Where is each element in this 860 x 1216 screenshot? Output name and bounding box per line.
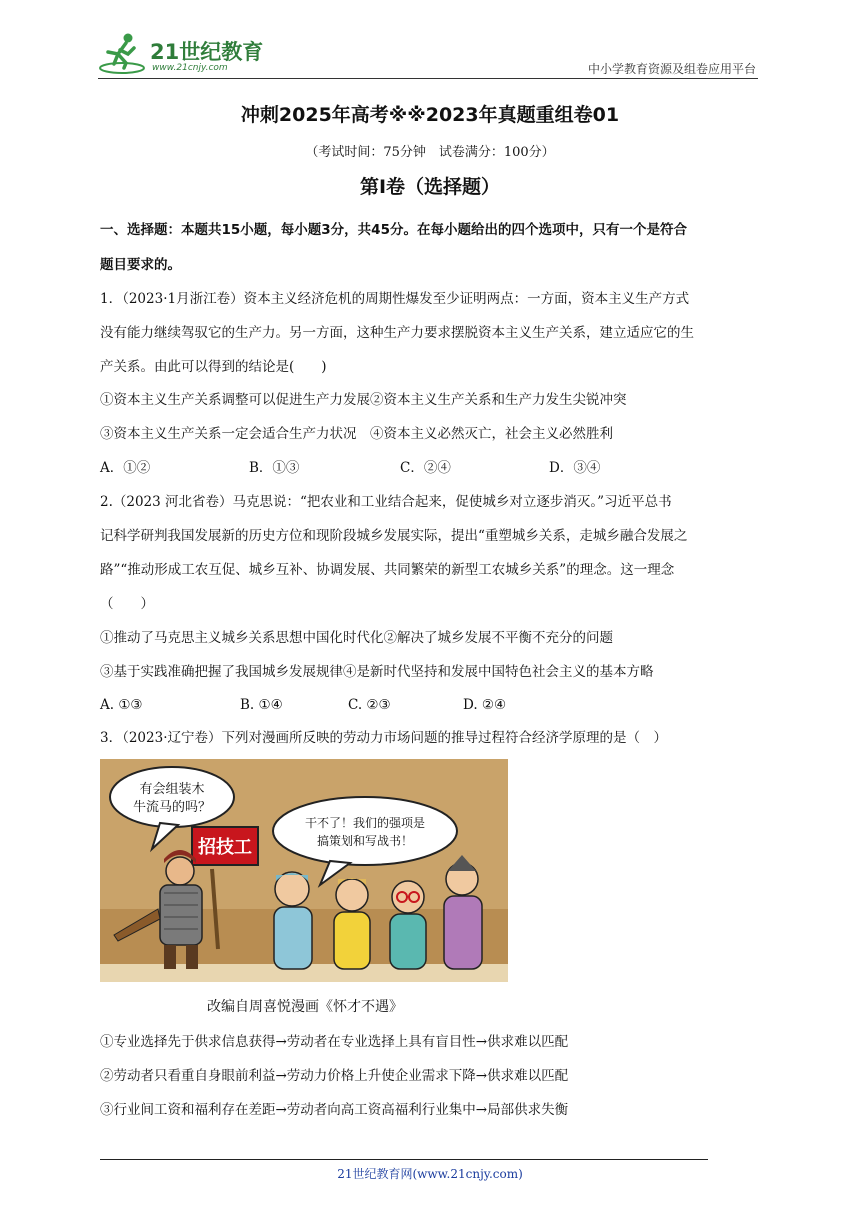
header-divider: [98, 78, 758, 79]
question-text: 记科学研判我国发展新的历史方位和现阶段城乡发展实际，提出“重塑城乡关系，走城乡融合发展之: [100, 528, 688, 544]
sign-text: 招技工: [198, 837, 252, 858]
statement: ①推动了马克思主义城乡关系思想中国化时代化②解决了城乡发展不平衡不充分的问题: [100, 630, 613, 646]
footer-link[interactable]: 21世纪教育网(www.21cnjy.com): [337, 1167, 523, 1181]
bubble-right-line: 干不了！我们的强项是: [304, 816, 426, 830]
bubble-right-line: 搞策划和写战书！: [316, 834, 414, 848]
option-a: A. ①③: [100, 697, 143, 713]
page-title: 冲刺2025年高考※※2023年真题重组卷01: [240, 104, 620, 126]
question-text: 没有能力继续驾驭它的生产力。另一方面，这种生产力要求摆脱资本主义生产关系，建立适应它的生: [100, 325, 694, 341]
section-title: 第I卷（选择题）: [359, 176, 501, 198]
question-text: 1．（2023·1月浙江卷）资本主义经济危机的周期性爆发至少证明两点：一方面，资本主义生产方式: [100, 291, 690, 307]
logo: [98, 30, 268, 78]
statement: ②劳动者只看重自身眼前利益→劳动力价格上升使企业需求下降→供求难以匹配: [100, 1068, 569, 1084]
option-b: B．①③: [249, 460, 300, 476]
question-text: 产关系。由此可以得到的结论是( ): [100, 359, 327, 375]
question-text: （ ）: [100, 596, 154, 612]
statement: ①专业选择先于供求信息获得→劳动者在专业选择上具有盲目性→供求难以匹配: [100, 1034, 569, 1050]
option-c: C. ②③: [348, 697, 391, 713]
cartoon-caption: 改编自周喜悦漫画《怀才不遇》: [207, 999, 403, 1015]
cartoon-illustration: [100, 759, 508, 982]
exam-info: （考试时间：75分钟 试卷满分：100分）: [305, 145, 555, 160]
question-text: 3．（2023·辽宁卷）下列对漫画所反映的劳动力市场问题的推导过程符合经济学原理的是（ ）: [100, 730, 667, 746]
option-d: D. ②④: [463, 697, 507, 713]
option-b: B. ①④: [240, 697, 283, 713]
question-text: 路”“推动形成工农互促、城乡互补、协调发展、共同繁荣的新型工农城乡关系”的理念。这一理念: [100, 562, 675, 578]
page-header: [98, 30, 758, 80]
bubble-left-line: 牛流马的吗？: [132, 800, 212, 815]
statement: ③基于实践准确把握了我国城乡发展规律④是新时代坚持和发展中国特色社会主义的基本方略: [100, 664, 654, 680]
instructions-line: 题目要求的。: [100, 257, 181, 273]
statement: ①资本主义生产关系调整可以促进生产力发展②资本主义生产关系和生产力发生尖锐冲突: [100, 392, 627, 408]
bubble-left-line: 有会组装木: [139, 782, 205, 797]
instructions-line: 一、选择题：本题共15小题，每小题3分，共45分。在每小题给出的四个选项中，只有一个是符合: [100, 222, 687, 238]
logo-text: 21世纪教育: [150, 40, 264, 64]
footer-divider: [100, 1159, 708, 1160]
option-d: D．③④: [549, 460, 601, 476]
runner-logo-icon: [98, 30, 150, 76]
option-c: C．②④: [400, 460, 451, 476]
statement: ③资本主义生产关系一定会适合生产力状况 ④资本主义必然灭亡，社会主义必然胜利: [100, 426, 613, 442]
option-a: A．①②: [100, 460, 151, 476]
question-text: 2.（2023 河北省卷）马克思说：“把农业和工业结合起来，促使城乡对立逐步消灭。”习近平总书: [100, 494, 672, 510]
logo-url: www.21cnjy.com: [152, 63, 228, 73]
statement: ③行业间工资和福利存在差距→劳动者向高工资高福利行业集中→局部供求失衡: [100, 1102, 569, 1118]
platform-name: 中小学教育资源及组卷应用平台: [587, 62, 756, 76]
